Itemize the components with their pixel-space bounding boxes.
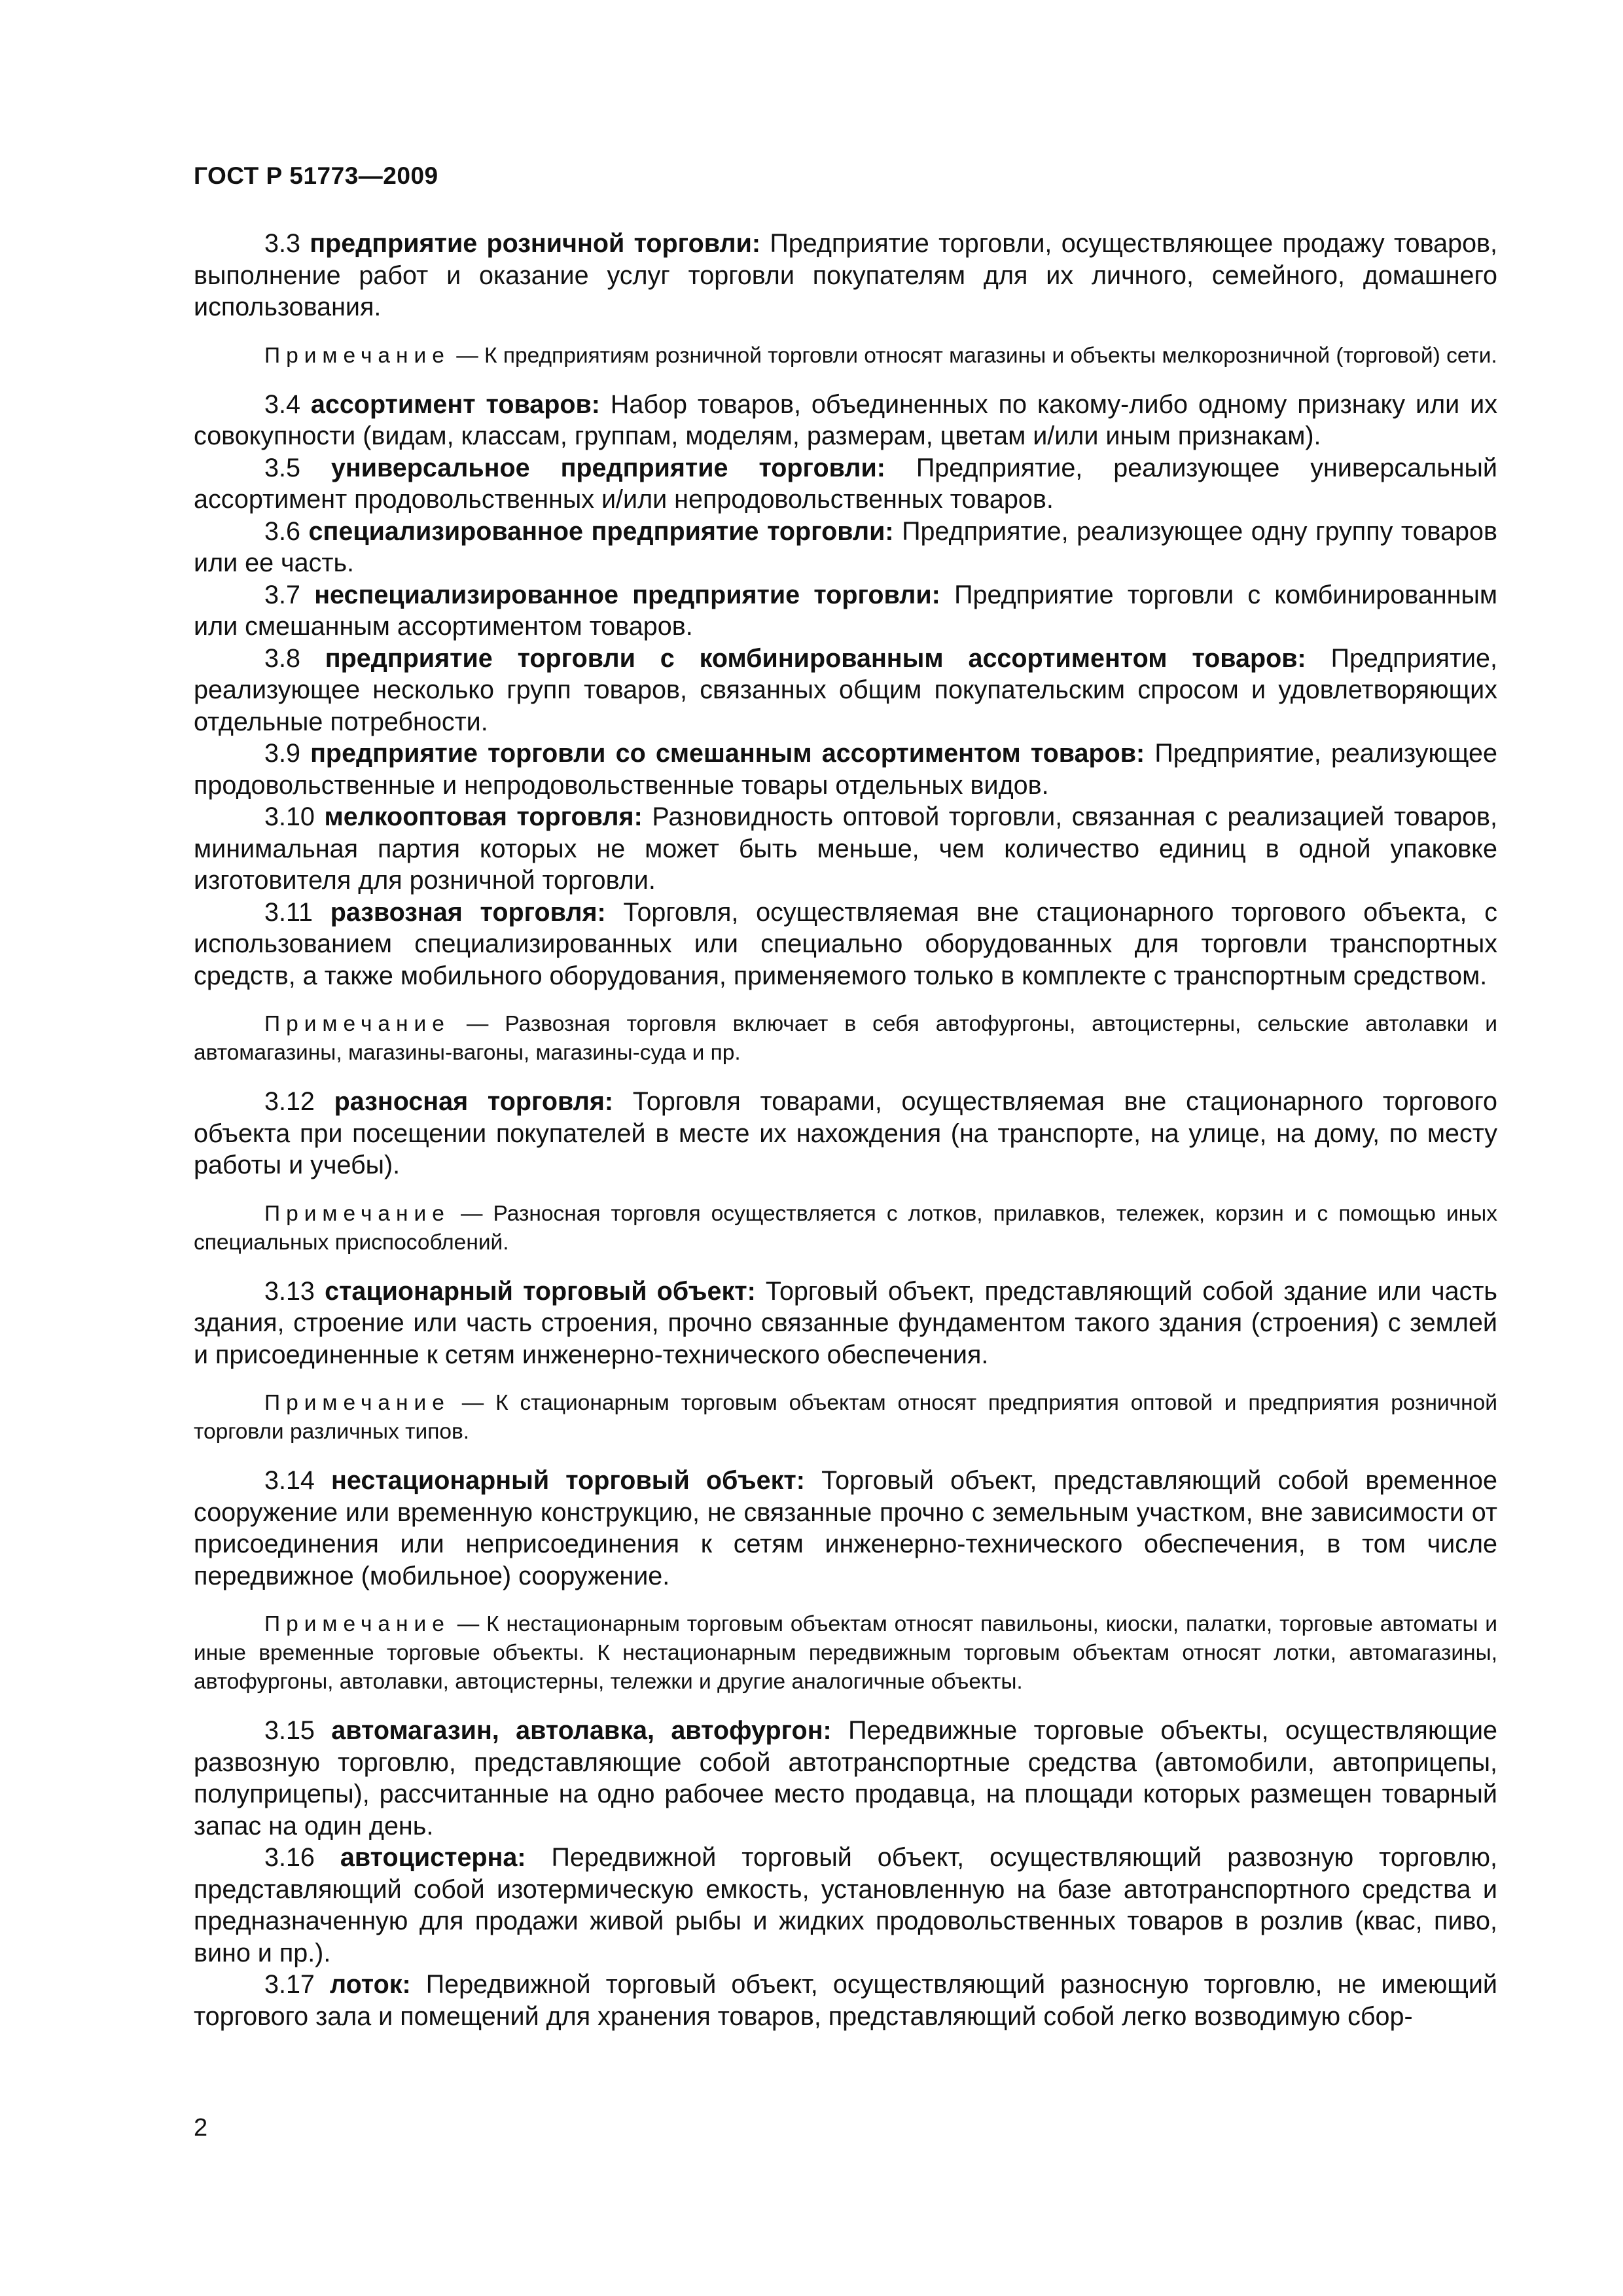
definition-paragraph (194, 897, 1497, 992)
definition-paragraph (194, 643, 1497, 738)
document-body (194, 228, 1497, 2032)
clause-number: 3.15 (264, 1716, 315, 1745)
definition-text: Предприятие, реализующее универсальный ассортимент продовольственных и/или непродовольственных товаров. (194, 453, 1497, 514)
definition-text: Предприятие торговли, осуществляющее продажу товаров, выполнение работ и оказание услуг торговли покупателям для их личного, семейного, домашнего использования. (194, 229, 1497, 321)
definition-text: Передвижной торговый объект, осуществляющий разносную торговлю, не имеющий торгового зала и помещений для хранения товаров, представляющий собой легко возводимую сбор- (194, 1970, 1497, 2031)
document-header: ГОСТ Р 51773—2009 (194, 162, 438, 189)
clause-number: 3.12 (264, 1087, 315, 1116)
defined-term: автоцистерна: (340, 1843, 526, 1872)
note-text: — К стационарным торговым объектам относят предприятия оптовой и предприятия розничной торговли различных типов. (194, 1391, 1497, 1444)
definition-text: Торговля товарами, осуществляемая вне стационарного торгового объекта при посещении покупателей в месте их нахождения (на транспорте, на улице, на дому, по месту работы и учебы). (194, 1087, 1497, 1179)
clause-number: 3.10 (264, 802, 315, 831)
defined-term: предприятие торговли с комбинированным ассортиментом товаров: (325, 643, 1306, 673)
defined-term: развозная торговля: (330, 897, 606, 927)
note-label: Примечание (264, 1391, 450, 1415)
note-paragraph (194, 1200, 1497, 1257)
definition-text: Разновидность оптовой торговли, связанная с реализацией товаров, минимальная партия которых не может быть меньше, чем количество единиц в одной упаковке изготовителя для розничной торговли. (194, 802, 1498, 895)
defined-term: ассортимент товаров: (310, 389, 600, 419)
definition-text: Предприятие, реализующее одну группу товаров или ее часть. (194, 516, 1497, 577)
note-label: Примечание (264, 1201, 450, 1226)
defined-term: мелкооптовая торговля: (324, 802, 643, 831)
definition-paragraph (194, 228, 1497, 323)
clause-number: 3.5 (264, 453, 300, 482)
definition-paragraph (194, 801, 1497, 897)
note-text: — Развозная торговля включает в себя автофургоны, автоцистерны, сельские автолавки и автомагазины, магазины-вагоны, магазины-суда и пр. (194, 1012, 1497, 1065)
defined-term: предприятие розничной торговли: (310, 229, 761, 258)
definition-paragraph (194, 1969, 1497, 2032)
definition-paragraph (194, 738, 1497, 801)
defined-term: лоток: (330, 1970, 411, 1999)
clause-number: 3.11 (264, 897, 313, 927)
definition-text: Торговый объект, представляющий собой здание или часть здания, строение или часть строения, прочно связанные фундаментом такого здания (строения) с землей и присоединенные к сетям инженерно-технического обеспечения. (194, 1276, 1497, 1369)
clause-number: 3.14 (264, 1466, 315, 1495)
definition-paragraph (194, 579, 1497, 643)
definition-text: Предприятие, реализующее несколько групп товаров, связанных общим покупательским спросом и удовлетворяющих отдельные потребности. (194, 643, 1497, 736)
definition-paragraph (194, 1715, 1497, 1842)
defined-term: разносная торговля: (334, 1087, 614, 1116)
note-paragraph (194, 1010, 1497, 1067)
page-number: 2 (194, 2114, 208, 2142)
defined-term: универсальное предприятие торговли: (330, 453, 885, 482)
definition-paragraph (194, 516, 1497, 579)
definition-text: Набор товаров, объединенных по какому-либо одному признаку или их совокупности (видам, классам, группам, моделям, размерам, цветам и/или иным признакам). (194, 389, 1497, 450)
clause-number: 3.16 (264, 1843, 315, 1872)
note-paragraph (194, 1610, 1497, 1696)
note-label: Примечание (264, 343, 450, 368)
clause-number: 3.3 (264, 229, 300, 258)
note-label: Примечание (264, 1612, 450, 1636)
note-paragraph (194, 1389, 1497, 1446)
note-text: — К нестационарным торговым объектам относят павильоны, киоски, палатки, торговые автоматы и иные временные торговые объекты. К нестационарным передвижным торговым объектам относят лотки, автомагазины, автофургоны, автолавки, автоцистерны, тележки и другие аналогичные объекты. (194, 1612, 1497, 1694)
defined-term: стационарный торговый объект: (325, 1276, 756, 1306)
note-paragraph (194, 342, 1497, 370)
definition-paragraph (194, 452, 1497, 516)
note-label: Примечание (264, 1012, 450, 1036)
defined-term: специализированное предприятие торговли: (308, 516, 894, 546)
defined-term: предприятие торговли со смешанным ассортиментом товаров: (310, 739, 1145, 768)
clause-number: 3.17 (264, 1970, 315, 1999)
definition-text: Торговля, осуществляемая вне стационарного торгового объекта, с использованием специализированных или специально оборудованных для торговли транспортных средств, а также мобильного оборудования, применяемого только в комплекте с транспортным средством. (194, 897, 1498, 990)
clause-number: 3.6 (264, 516, 300, 546)
definition-text: Торговый объект, представляющий собой временное сооружение или временную конструкцию, не связанные прочно с земельным участком, вне зависимости от присоединения или неприсоединения к сетям инженерно-технического обеспечения, в том числе передвижное (мобильное) сооружение. (194, 1466, 1497, 1590)
clause-number: 3.8 (264, 643, 300, 673)
defined-term: неспециализированное предприятие торговли: (314, 580, 940, 609)
definition-paragraph (194, 389, 1497, 452)
definition-text: Предприятие торговли с комбинированным или смешанным ассортиментом товаров. (194, 580, 1497, 641)
clause-number: 3.4 (264, 389, 300, 419)
definition-text: Передвижной торговый объект, осуществляющий развозную торговлю, представляющий собой изотермическую емкость, установленную на базе автотранспортного средства и предназначенную для продажи живой рыбы и жидких продовольственных товаров в розлив (квас, пиво, вино и пр.). (194, 1843, 1498, 1967)
clause-number: 3.7 (264, 580, 300, 609)
note-text: — Разносная торговля осуществляется с лотков, прилавков, тележек, корзин и с помощью иных специальных приспособлений. (194, 1201, 1497, 1255)
note-text: — К предприятиям розничной торговли относят магазины и объекты мелкорозничной (торговой) сети. (450, 343, 1497, 368)
defined-term: автомагазин, автолавка, автофургон: (331, 1716, 832, 1745)
definition-paragraph (194, 1842, 1497, 1969)
definition-paragraph (194, 1086, 1497, 1181)
definition-paragraph (194, 1276, 1497, 1371)
definition-text: Предприятие, реализующее продовольственные и непродовольственные товары отдельных видов. (194, 739, 1497, 800)
definition-paragraph (194, 1465, 1497, 1592)
clause-number: 3.9 (264, 739, 300, 768)
defined-term: нестационарный торговый объект: (331, 1466, 805, 1495)
clause-number: 3.13 (264, 1276, 315, 1306)
definition-text: Передвижные торговые объекты, осуществляющие развозную торговлю, представляющие собой автотранспортные средства (автомобили, автоприцепы, полуприцепы), рассчитанные на одно рабочее место продавца, на площади которых размещен товарный запас на один день. (194, 1716, 1497, 1840)
